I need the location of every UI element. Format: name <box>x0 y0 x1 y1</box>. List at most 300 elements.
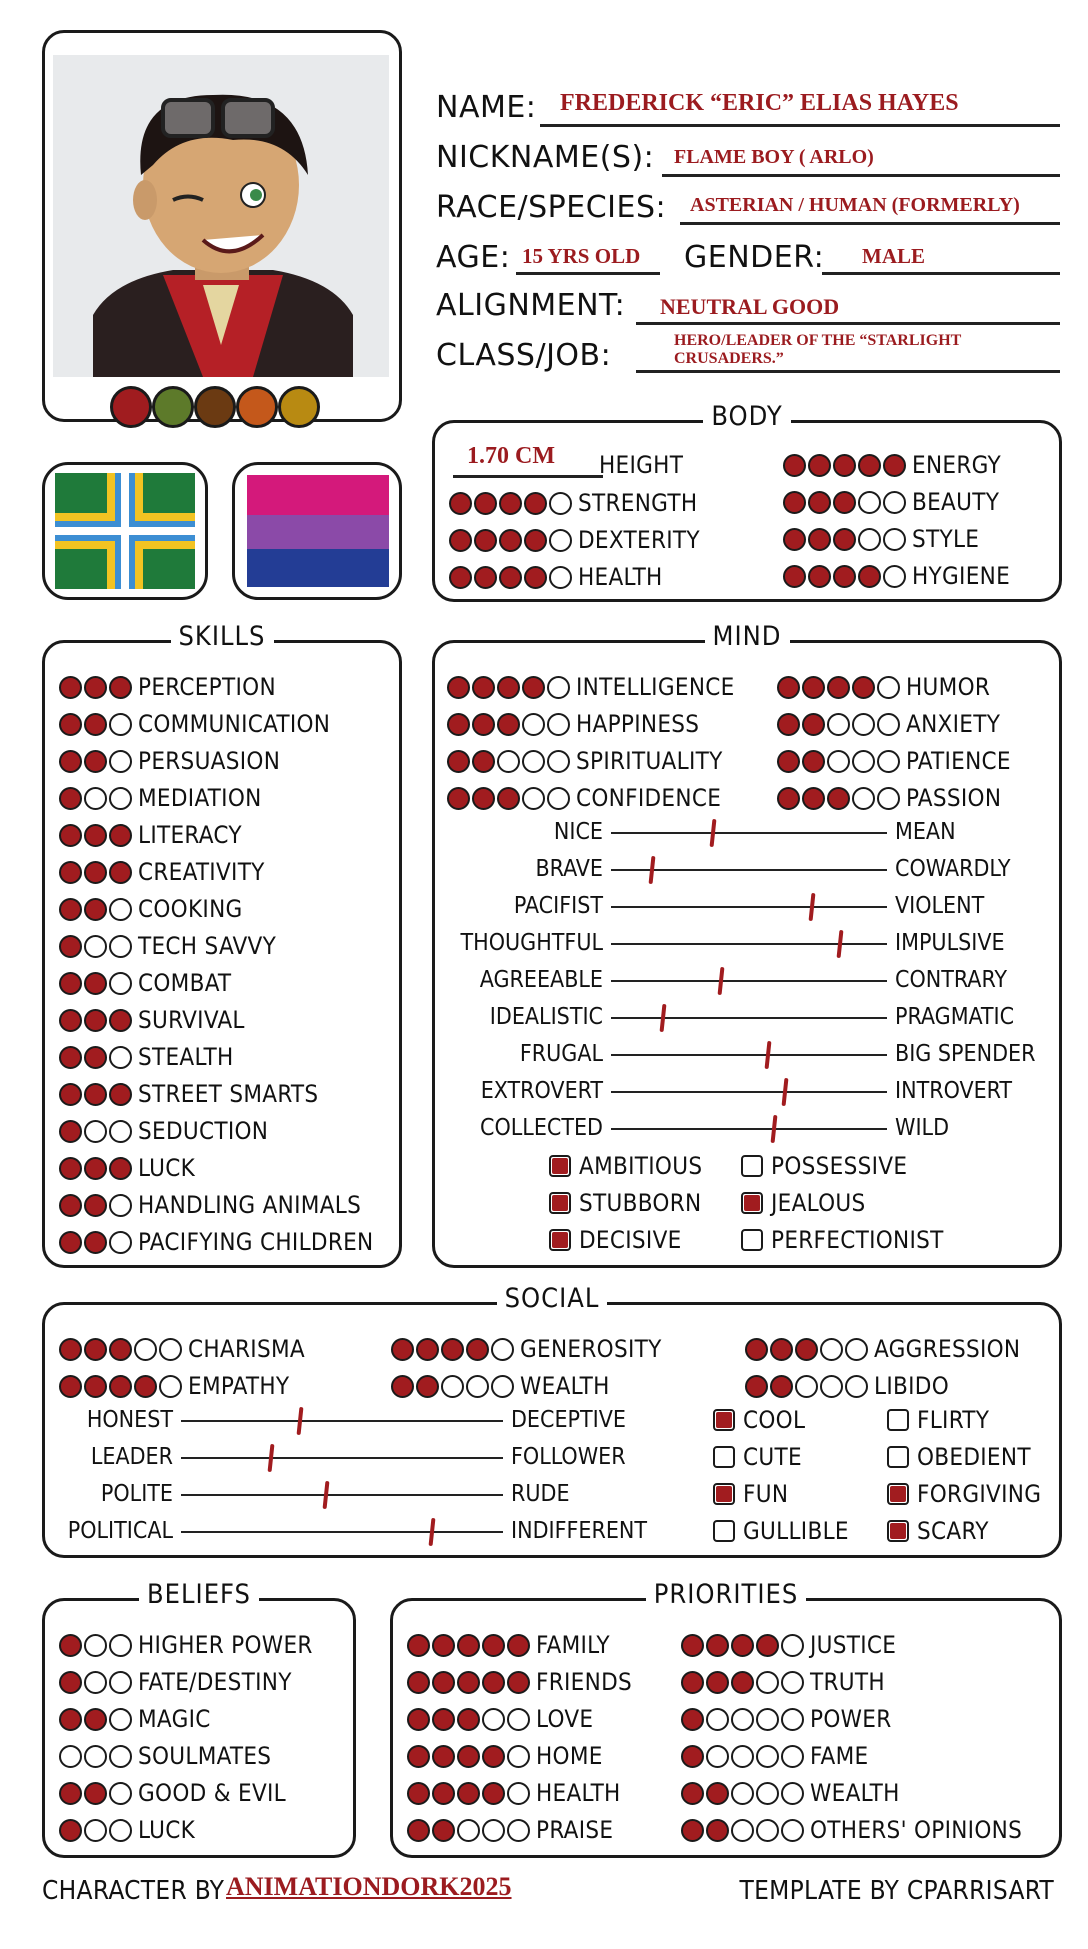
rating-dot[interactable] <box>109 713 132 736</box>
rating-dot[interactable] <box>681 1819 704 1842</box>
rating-dot[interactable] <box>497 676 520 699</box>
checkbox-box[interactable] <box>549 1155 571 1177</box>
rating-dot[interactable] <box>407 1819 430 1842</box>
rating-dot[interactable] <box>547 676 570 699</box>
trait-checkbox[interactable] <box>741 1225 944 1255</box>
rating-dot[interactable] <box>84 1009 107 1032</box>
rating-dot[interactable] <box>447 713 470 736</box>
checkbox-box[interactable] <box>713 1520 735 1542</box>
checkbox-box[interactable] <box>713 1483 735 1505</box>
rating-dot[interactable] <box>407 1634 430 1657</box>
rating-dot[interactable] <box>59 1375 82 1398</box>
rating-dot[interactable] <box>781 1745 804 1768</box>
rating-dot[interactable] <box>706 1745 729 1768</box>
rating-dot[interactable] <box>522 750 545 773</box>
rating-dot[interactable] <box>84 1157 107 1180</box>
rating-dot[interactable] <box>84 1046 107 1069</box>
age-value[interactable]: 15 YRS OLD <box>522 244 641 268</box>
rating-dot[interactable] <box>109 1046 132 1069</box>
rating-dot[interactable] <box>507 1745 530 1768</box>
rating-dot[interactable] <box>466 1375 489 1398</box>
rating-dot[interactable] <box>845 1338 868 1361</box>
rating-dot[interactable] <box>858 565 881 588</box>
rating-dot[interactable] <box>134 1338 157 1361</box>
body-section <box>432 401 1062 602</box>
rating-dot[interactable] <box>432 1745 455 1768</box>
rating-row <box>59 1041 234 1073</box>
rating-dot[interactable] <box>59 1194 82 1217</box>
rating-dot[interactable] <box>474 492 497 515</box>
checkbox-box[interactable] <box>741 1229 763 1251</box>
rating-dot[interactable] <box>441 1338 464 1361</box>
rating-dot[interactable] <box>84 1120 107 1143</box>
rating-dot[interactable] <box>59 1708 82 1731</box>
rating-dot[interactable] <box>499 566 522 589</box>
rating-dot[interactable] <box>522 713 545 736</box>
rating-dot[interactable] <box>84 713 107 736</box>
rating-dot[interactable] <box>808 491 831 514</box>
rating-dot[interactable] <box>883 528 906 551</box>
rating-dots <box>449 492 572 515</box>
rating-dot[interactable] <box>858 454 881 477</box>
rating-dot[interactable] <box>109 1194 132 1217</box>
rating-dot[interactable] <box>457 1708 480 1731</box>
rating-dot[interactable] <box>499 529 522 552</box>
rating-dot[interactable] <box>474 566 497 589</box>
rating-dot[interactable] <box>706 1708 729 1731</box>
rating-dot[interactable] <box>877 787 900 810</box>
trait-checkbox[interactable] <box>887 1479 1041 1509</box>
rating-dot[interactable] <box>84 861 107 884</box>
checkbox-label: JEALOUS <box>771 1189 866 1217</box>
rating-dot[interactable] <box>447 676 470 699</box>
trait-checkbox[interactable] <box>887 1442 1031 1472</box>
rating-dot[interactable] <box>109 1782 132 1805</box>
rating-dot[interactable] <box>507 1634 530 1657</box>
rating-dot[interactable] <box>731 1782 754 1805</box>
rating-dot[interactable] <box>845 1375 868 1398</box>
rating-dot[interactable] <box>109 1634 132 1657</box>
checkbox-box[interactable] <box>713 1446 735 1468</box>
rating-dot[interactable] <box>109 935 132 958</box>
rating-dot[interactable] <box>858 491 881 514</box>
rating-dot[interactable] <box>59 750 82 773</box>
rating-dot[interactable] <box>507 1782 530 1805</box>
trait-scale[interactable] <box>513 891 985 921</box>
rating-dot[interactable] <box>84 1231 107 1254</box>
rating-dot[interactable] <box>482 1782 505 1805</box>
rating-dot[interactable] <box>852 787 875 810</box>
rating-dot[interactable] <box>159 1338 182 1361</box>
rating-dot[interactable] <box>802 676 825 699</box>
rating-dot[interactable] <box>109 1375 132 1398</box>
rating-dot[interactable] <box>781 1782 804 1805</box>
rating-dot[interactable] <box>59 1231 82 1254</box>
rating-dot[interactable] <box>134 1375 157 1398</box>
rating-dot[interactable] <box>109 1009 132 1032</box>
rating-dot[interactable] <box>783 454 806 477</box>
rating-dot[interactable] <box>109 824 132 847</box>
rating-dot[interactable] <box>474 529 497 552</box>
rating-dot[interactable] <box>457 1745 480 1768</box>
rating-dot[interactable] <box>877 713 900 736</box>
rating-dot[interactable] <box>820 1375 843 1398</box>
palette-swatch <box>194 386 236 428</box>
trait-scale[interactable] <box>460 928 1005 958</box>
rating-dot[interactable] <box>833 528 856 551</box>
rating-dot[interactable] <box>507 1708 530 1731</box>
rating-dot[interactable] <box>547 787 570 810</box>
rating-dot[interactable] <box>507 1671 530 1694</box>
rating-dot[interactable] <box>497 787 520 810</box>
rating-dot[interactable] <box>407 1671 430 1694</box>
rating-dot[interactable] <box>499 492 522 515</box>
rating-dot[interactable] <box>109 750 132 773</box>
rating-dots <box>59 861 132 884</box>
rating-dot[interactable] <box>432 1634 455 1657</box>
rating-dot[interactable] <box>457 1671 480 1694</box>
rating-dot[interactable] <box>802 787 825 810</box>
rating-dot[interactable] <box>783 491 806 514</box>
rating-dot[interactable] <box>109 861 132 884</box>
rating-dot[interactable] <box>706 1819 729 1842</box>
rating-dot[interactable] <box>59 713 82 736</box>
trait-checkbox[interactable] <box>713 1442 802 1472</box>
rating-dot[interactable] <box>781 1819 804 1842</box>
rating-dot[interactable] <box>497 713 520 736</box>
rating-dot[interactable] <box>482 1634 505 1657</box>
rating-dot[interactable] <box>482 1671 505 1694</box>
rating-dot[interactable] <box>731 1745 754 1768</box>
checkbox-box[interactable] <box>713 1409 735 1431</box>
scale-track <box>611 832 887 834</box>
rating-dot[interactable] <box>731 1671 754 1694</box>
rating-dot[interactable] <box>84 1634 107 1657</box>
trait-scale[interactable] <box>480 1113 950 1143</box>
rating-dot[interactable] <box>472 713 495 736</box>
rating-dot[interactable] <box>84 1194 107 1217</box>
trait-scale[interactable] <box>480 1076 1013 1106</box>
rating-dot[interactable] <box>109 676 132 699</box>
rating-dot[interactable] <box>407 1708 430 1731</box>
trait-checkbox[interactable] <box>713 1405 805 1435</box>
trait-scale[interactable] <box>90 1442 626 1472</box>
rating-dot[interactable] <box>547 713 570 736</box>
rating-dot[interactable] <box>59 1671 82 1694</box>
rating-dot[interactable] <box>549 492 572 515</box>
rating-dot[interactable] <box>59 824 82 847</box>
rating-dot[interactable] <box>416 1375 439 1398</box>
checkbox-box[interactable] <box>887 1520 909 1542</box>
trait-scale[interactable] <box>489 1002 1015 1032</box>
trait-checkbox[interactable] <box>887 1516 989 1546</box>
rating-dot[interactable] <box>407 1782 430 1805</box>
rating-label: STEALTH <box>138 1043 234 1071</box>
character-by-value[interactable]: ANIMATIONDORK2025 <box>226 1872 512 1901</box>
gender-value[interactable]: MALE <box>862 244 925 268</box>
rating-dot[interactable] <box>84 1745 107 1768</box>
rating-dot[interactable] <box>59 861 82 884</box>
checkbox-box[interactable] <box>549 1229 571 1251</box>
rating-dot[interactable] <box>507 1819 530 1842</box>
rating-dot[interactable] <box>777 676 800 699</box>
checkbox-box[interactable] <box>887 1409 909 1431</box>
race-value[interactable]: ASTERIAN / HUMAN (FORMERLY) <box>690 194 1020 216</box>
rating-dot[interactable] <box>802 750 825 773</box>
rating-dot[interactable] <box>524 529 547 552</box>
rating-dot[interactable] <box>447 787 470 810</box>
trait-checkbox[interactable] <box>549 1188 701 1218</box>
rating-dot[interactable] <box>852 676 875 699</box>
rating-dot[interactable] <box>681 1671 704 1694</box>
rating-dot[interactable] <box>59 1819 82 1842</box>
rating-dot[interactable] <box>802 713 825 736</box>
rating-dot[interactable] <box>109 1671 132 1694</box>
rating-dot[interactable] <box>833 565 856 588</box>
rating-row <box>783 486 999 518</box>
rating-dot[interactable] <box>109 1708 132 1731</box>
rating-dot[interactable] <box>432 1708 455 1731</box>
rating-dot[interactable] <box>84 824 107 847</box>
rating-label: HAPPINESS <box>576 710 700 738</box>
rating-dot[interactable] <box>59 972 82 995</box>
rating-label: SPIRITUALITY <box>576 747 723 775</box>
rating-dot[interactable] <box>84 898 107 921</box>
rating-row <box>59 1226 374 1258</box>
rating-dot[interactable] <box>59 1120 82 1143</box>
rating-dot[interactable] <box>777 713 800 736</box>
rating-dot[interactable] <box>681 1782 704 1805</box>
rating-dot[interactable] <box>441 1375 464 1398</box>
rating-dot[interactable] <box>432 1819 455 1842</box>
rating-dot[interactable] <box>497 750 520 773</box>
rating-dot[interactable] <box>449 529 472 552</box>
rating-dot[interactable] <box>84 1083 107 1106</box>
rating-dots <box>59 1782 132 1805</box>
trait-checkbox[interactable] <box>713 1479 788 1509</box>
trait-scale[interactable] <box>519 1039 1036 1069</box>
rating-dot[interactable] <box>524 566 547 589</box>
rating-dot[interactable] <box>472 787 495 810</box>
checkbox-box[interactable] <box>741 1155 763 1177</box>
rating-dot[interactable] <box>883 491 906 514</box>
rating-dot[interactable] <box>159 1375 182 1398</box>
rating-dot[interactable] <box>756 1671 779 1694</box>
rating-dot[interactable] <box>84 1782 107 1805</box>
rating-dot[interactable] <box>109 1120 132 1143</box>
rating-dot[interactable] <box>407 1745 430 1768</box>
rating-dot[interactable] <box>820 1338 843 1361</box>
rating-dot[interactable] <box>770 1375 793 1398</box>
rating-dot[interactable] <box>827 713 850 736</box>
rating-dot[interactable] <box>59 1083 82 1106</box>
rating-dot[interactable] <box>877 676 900 699</box>
checkbox-box[interactable] <box>887 1446 909 1468</box>
rating-dot[interactable] <box>472 676 495 699</box>
rating-dot[interactable] <box>109 1745 132 1768</box>
rating-dot[interactable] <box>432 1671 455 1694</box>
rating-dot[interactable] <box>731 1708 754 1731</box>
rating-dot[interactable] <box>59 1046 82 1069</box>
trait-checkbox[interactable] <box>549 1225 682 1255</box>
rating-dot[interactable] <box>59 676 82 699</box>
rating-dot[interactable] <box>449 566 472 589</box>
rating-dot[interactable] <box>482 1708 505 1731</box>
rating-dot[interactable] <box>457 1782 480 1805</box>
rating-dot[interactable] <box>706 1671 729 1694</box>
trait-checkbox[interactable] <box>713 1516 849 1546</box>
rating-dot[interactable] <box>109 787 132 810</box>
rating-row <box>407 1629 610 1661</box>
name-value[interactable]: FREDERICK “ERIC” ELIAS HAYES <box>560 90 959 116</box>
rating-dot[interactable] <box>731 1634 754 1657</box>
rating-dot[interactable] <box>84 1375 107 1398</box>
rating-dot[interactable] <box>109 1819 132 1842</box>
rating-dot[interactable] <box>391 1375 414 1398</box>
rating-dot[interactable] <box>549 529 572 552</box>
trait-scale[interactable] <box>553 817 956 847</box>
rating-dot[interactable] <box>524 492 547 515</box>
rating-dot[interactable] <box>781 1708 804 1731</box>
rating-dot[interactable] <box>59 1745 82 1768</box>
checkbox-box[interactable] <box>741 1192 763 1214</box>
class-value[interactable]: HERO/LEADER OF THE “STARLIGHT CRUSADERS.” <box>674 332 962 367</box>
rating-dot[interactable] <box>777 787 800 810</box>
rating-dot[interactable] <box>84 1671 107 1694</box>
rating-dot[interactable] <box>84 1708 107 1731</box>
checkbox-box[interactable] <box>549 1192 571 1214</box>
rating-dot[interactable] <box>745 1338 768 1361</box>
rating-dot[interactable] <box>681 1634 704 1657</box>
rating-dot[interactable] <box>827 750 850 773</box>
rating-dot[interactable] <box>59 1782 82 1805</box>
rating-dot[interactable] <box>432 1782 455 1805</box>
rating-dots <box>59 713 132 736</box>
rating-dot[interactable] <box>84 1338 107 1361</box>
rating-dot[interactable] <box>84 750 107 773</box>
rating-dot[interactable] <box>84 676 107 699</box>
rating-dot[interactable] <box>109 1157 132 1180</box>
rating-dot[interactable] <box>472 750 495 773</box>
rating-dot[interactable] <box>783 528 806 551</box>
trait-checkbox[interactable] <box>887 1405 989 1435</box>
rating-dot[interactable] <box>109 972 132 995</box>
rating-label: PRAISE <box>536 1816 614 1844</box>
rating-dot[interactable] <box>59 1009 82 1032</box>
rating-dot[interactable] <box>522 787 545 810</box>
rating-dot[interactable] <box>756 1634 779 1657</box>
checkbox-box[interactable] <box>887 1483 909 1505</box>
rating-dot[interactable] <box>756 1745 779 1768</box>
rating-dot[interactable] <box>783 565 806 588</box>
rating-dot[interactable] <box>808 454 831 477</box>
rating-dot[interactable] <box>808 528 831 551</box>
trait-scale[interactable] <box>100 1479 570 1509</box>
rating-dot[interactable] <box>447 750 470 773</box>
rating-dot[interactable] <box>59 935 82 958</box>
rating-dot[interactable] <box>449 492 472 515</box>
rating-dot[interactable] <box>416 1338 439 1361</box>
rating-dot[interactable] <box>808 565 831 588</box>
rating-dot[interactable] <box>457 1819 480 1842</box>
rating-dot[interactable] <box>547 750 570 773</box>
rating-dot[interactable] <box>59 1634 82 1657</box>
rating-dot[interactable] <box>706 1782 729 1805</box>
rating-dot[interactable] <box>549 566 572 589</box>
rating-dot[interactable] <box>109 1083 132 1106</box>
rating-dot[interactable] <box>391 1338 414 1361</box>
rating-dot[interactable] <box>482 1819 505 1842</box>
rating-dot[interactable] <box>59 1338 82 1361</box>
rating-dot[interactable] <box>883 565 906 588</box>
rating-dot[interactable] <box>877 750 900 773</box>
rating-dot[interactable] <box>457 1634 480 1657</box>
rating-dot[interactable] <box>833 491 856 514</box>
trait-checkbox[interactable] <box>741 1188 866 1218</box>
rating-dots <box>59 1375 182 1398</box>
rating-dot[interactable] <box>795 1375 818 1398</box>
trait-scale[interactable] <box>479 965 1007 995</box>
rating-dot[interactable] <box>59 898 82 921</box>
rating-dot[interactable] <box>84 1819 107 1842</box>
rating-dot[interactable] <box>858 528 881 551</box>
rating-dot[interactable] <box>756 1782 779 1805</box>
rating-dot[interactable] <box>681 1708 704 1731</box>
rating-dot[interactable] <box>84 935 107 958</box>
rating-dot[interactable] <box>491 1375 514 1398</box>
rating-dot[interactable] <box>109 1231 132 1254</box>
rating-dot[interactable] <box>827 676 850 699</box>
rating-dot[interactable] <box>852 750 875 773</box>
palette-swatch <box>278 386 320 428</box>
trait-scale[interactable] <box>86 1405 626 1435</box>
rating-dot[interactable] <box>745 1375 768 1398</box>
rating-dot[interactable] <box>59 787 82 810</box>
rating-dot[interactable] <box>777 750 800 773</box>
rating-dot[interactable] <box>681 1745 704 1768</box>
rating-dot[interactable] <box>827 787 850 810</box>
height-value[interactable]: 1.70 CM <box>467 443 555 469</box>
trait-scale[interactable] <box>67 1516 648 1546</box>
rating-dot[interactable] <box>731 1819 754 1842</box>
rating-dot[interactable] <box>852 713 875 736</box>
rating-dot[interactable] <box>770 1338 793 1361</box>
nickname-value[interactable]: FLAME BOY ( ARLO) <box>674 146 874 168</box>
rating-dot[interactable] <box>756 1708 779 1731</box>
rating-dot[interactable] <box>706 1634 729 1657</box>
rating-dot[interactable] <box>59 1157 82 1180</box>
rating-dot[interactable] <box>109 898 132 921</box>
rating-dot[interactable] <box>833 454 856 477</box>
rating-dot[interactable] <box>84 787 107 810</box>
rating-dot[interactable] <box>883 454 906 477</box>
rating-dot[interactable] <box>795 1338 818 1361</box>
rating-dot[interactable] <box>781 1634 804 1657</box>
trait-checkbox[interactable] <box>741 1151 907 1181</box>
rating-dot[interactable] <box>491 1338 514 1361</box>
rating-dot[interactable] <box>466 1338 489 1361</box>
rating-dot[interactable] <box>522 676 545 699</box>
alignment-value[interactable]: NEUTRAL GOOD <box>660 294 840 319</box>
trait-checkbox[interactable] <box>549 1151 702 1181</box>
rating-dot[interactable] <box>756 1819 779 1842</box>
rating-dot[interactable] <box>109 1338 132 1361</box>
rating-dot[interactable] <box>781 1671 804 1694</box>
rating-label: SEDUCTION <box>138 1117 269 1145</box>
trait-scale[interactable] <box>535 854 1011 884</box>
rating-dot[interactable] <box>84 972 107 995</box>
rating-dot[interactable] <box>482 1745 505 1768</box>
